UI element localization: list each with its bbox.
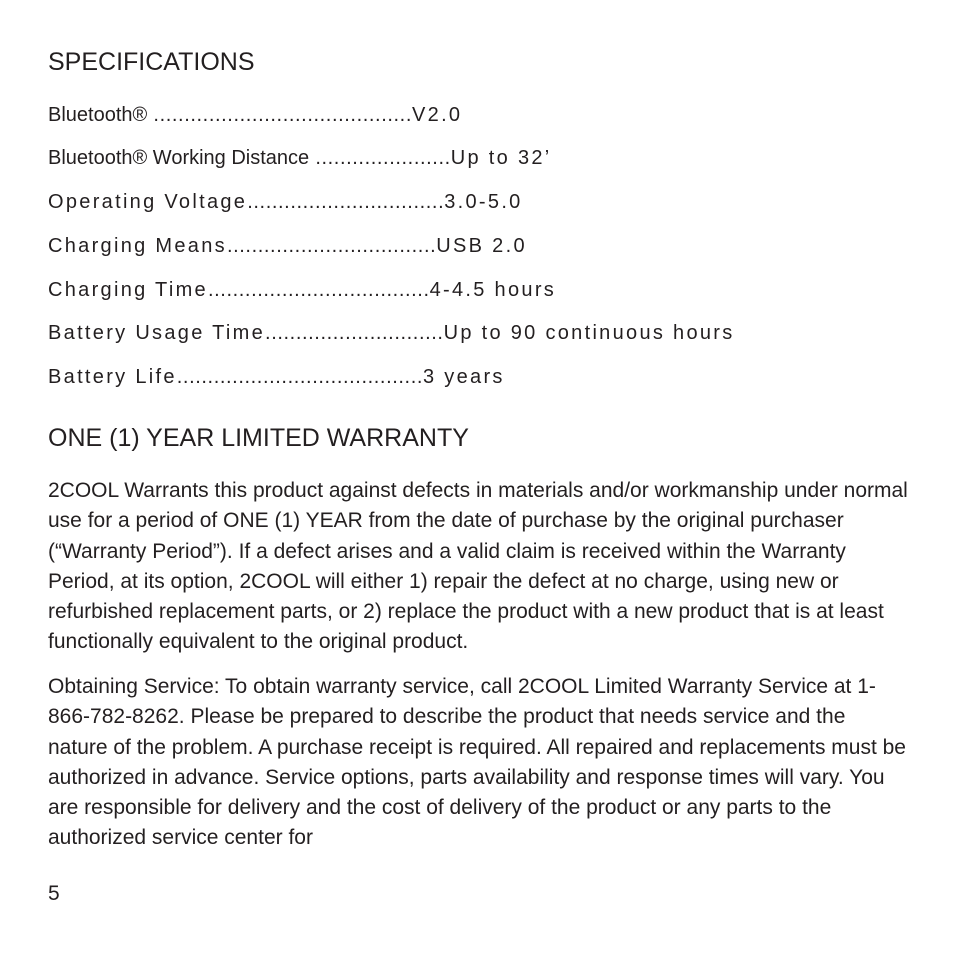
spec-row-charging-means xyxy=(48,234,527,258)
spec-leader-dots: ............................. xyxy=(265,322,444,344)
warranty-paragraph: 2COOL Warrants this product against defects in materials and/or workmanship under normal use for a period of ONE (1) YEAR from the date of purchase by the original purchaser (“Warranty Period”). If a defect arises and a valid claim is received within the Warranty Period, at its option, 2COOL will either 1) repair the defect at no charge, using new or refurbished replacement parts, or 2) replace the product with a new product that is at least functionally equivalent to the original product. xyxy=(48,479,908,654)
spec-label: Charging Time xyxy=(48,279,208,301)
spec-label: Operating Voltage xyxy=(48,191,248,213)
spec-leader-dots: ........................................ xyxy=(176,366,424,388)
spec-value: 3 years xyxy=(423,366,505,388)
spec-row-bluetooth xyxy=(48,103,462,127)
spec-row-battery-usage-time xyxy=(48,321,735,345)
spec-value: Up to 32’ xyxy=(450,147,552,169)
spec-row-operating-voltage xyxy=(48,190,523,214)
spec-leader-dots: .................................... xyxy=(207,279,430,301)
spec-leader-dots: .......................................... xyxy=(147,104,412,126)
spec-leader-dots: ................................ xyxy=(247,191,445,213)
obtaining-service-text: To obtain warranty service, call 2COOL Limited Warranty Service at 1-866-782-8262. Please be prepared to describe the product that needs service and the nature of the problem. A purchase receipt is required. All repaired and replacements must be authorized in advance. Service options, parts availability and response times will vary. You are responsible for delivery and the cost of delivery of the product or any parts to the authorized service center for xyxy=(48,675,906,850)
spec-value: 3.0-5.0 xyxy=(444,191,523,213)
obtaining-service-label: Obtaining Service: xyxy=(48,675,220,698)
spec-label: Battery Life xyxy=(48,366,177,388)
obtaining-service-paragraph xyxy=(48,672,910,854)
spec-row-battery-life xyxy=(48,365,505,389)
spec-value: Up to 90 continuous hours xyxy=(443,322,735,344)
spec-row-working-distance xyxy=(48,146,552,170)
warranty-heading: ONE (1) YEAR LIMITED WARRANTY xyxy=(48,424,469,452)
spec-leader-dots: ...................... xyxy=(309,147,451,169)
spec-label: Battery Usage Time xyxy=(48,322,266,344)
spec-label: Charging Means xyxy=(48,235,227,257)
spec-row-charging-time xyxy=(48,278,556,302)
spec-label: Bluetooth® xyxy=(48,104,148,126)
spec-leader-dots: .................................. xyxy=(226,235,437,257)
spec-label: Bluetooth® Working Distance xyxy=(48,147,310,169)
spec-value: USB 2.0 xyxy=(436,235,527,257)
specifications-heading: SPECIFICATIONS xyxy=(48,48,255,76)
spec-value: V2.0 xyxy=(412,104,463,126)
page-number: 5 xyxy=(48,882,60,905)
spec-value: 4-4.5 hours xyxy=(429,279,557,301)
